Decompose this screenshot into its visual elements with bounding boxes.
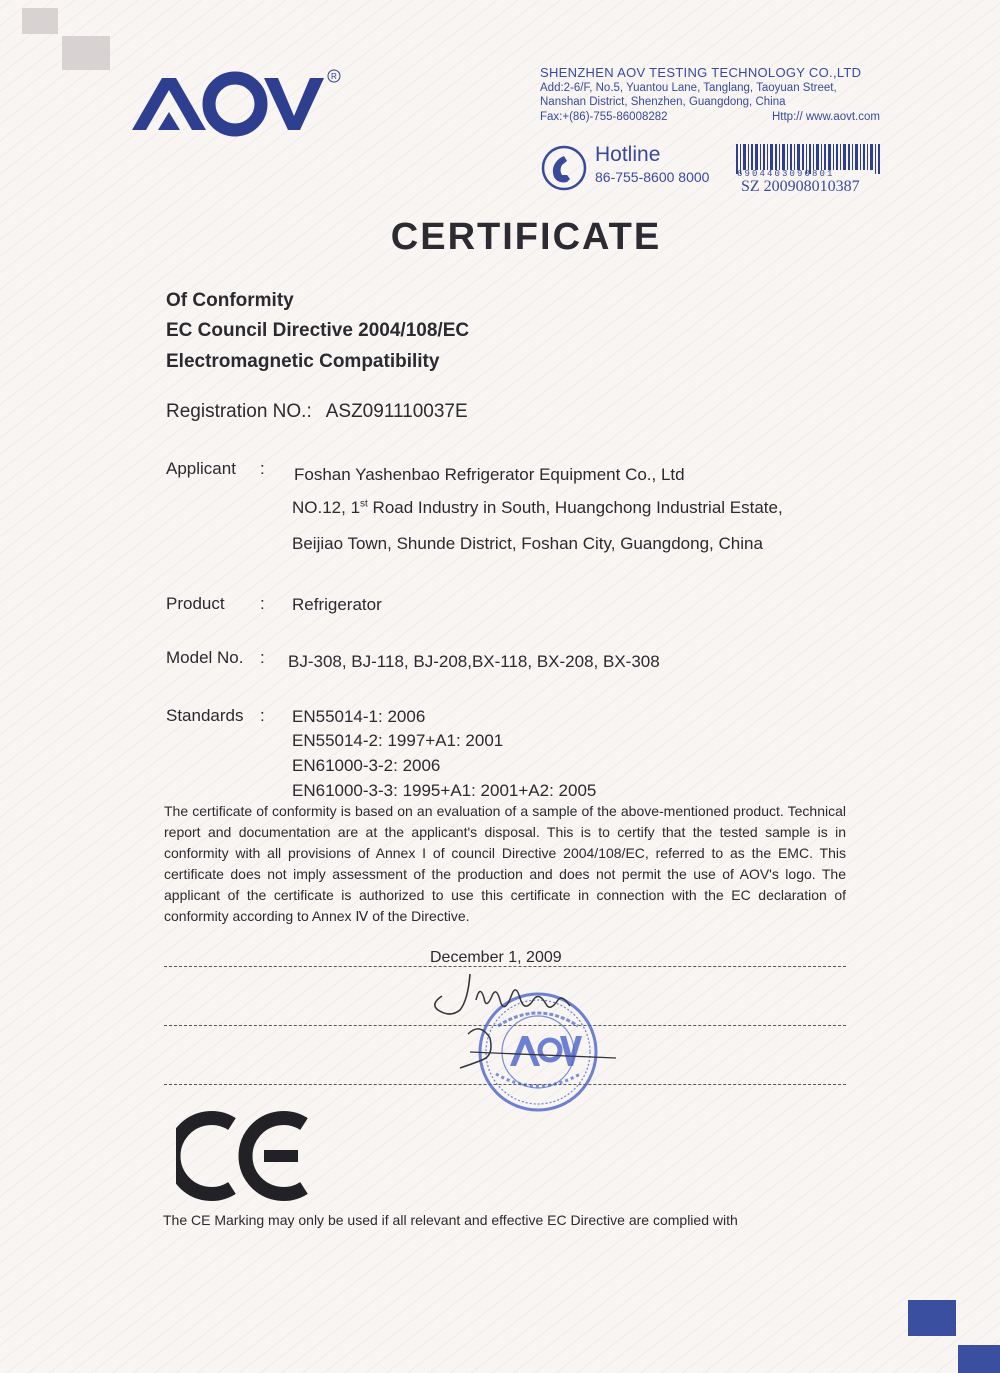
standard-item: EN61000-3-2: 2006: [292, 756, 441, 775]
standards-label: Standards: [166, 706, 244, 725]
hotline: [595, 143, 709, 185]
ce-marking-note: The CE Marking may only be used if all relevant and effective EC Directive are complied with: [163, 1212, 738, 1228]
applicant-label: Applicant: [166, 459, 236, 478]
applicant-name: Foshan Yashenbao Refrigerator Equipment Co., Ltd: [294, 465, 685, 484]
certificate-serial: SZ 200908010387: [741, 178, 860, 195]
ce-mark-icon: [176, 1108, 311, 1203]
standard-item: EN55014-2: 1997+A1: 2001: [292, 731, 504, 750]
company-contact-row: [540, 110, 880, 125]
company-website: Http:// www.aovt.com: [771, 110, 880, 123]
scan-corner-mark: [22, 8, 58, 34]
company-address-line1: Add:2-6/F, No.5, Yuantou Lane, Tanglang, Taoyuan Street,: [540, 81, 837, 94]
conformity-statement: The certificate of conformity is based on an evaluation of a sample of the above-mentioned product. Technical report and documentation are at the applicant's disposal. This is to certify that the tested sample is in conformity with all provisions of Annex I of council Directive 2004/108/EC, referred to as the EMC. This certificate does not imply assessment of the production and does not permit the use of AOV's logo. The applicant of the certificate is authorized to use this certificate in connection with the EC declaration of conformity according to Annex Ⅳ of the Directive.: [164, 803, 846, 924]
barcode-digits: 6904403090801: [737, 169, 835, 179]
scan-corner-mark: [908, 1300, 956, 1336]
company-fax: Fax:+(86)-755-86008282: [540, 110, 668, 123]
phone-icon: [540, 144, 588, 192]
address-ordinal-suffix: st: [360, 498, 368, 510]
model-colon: :: [260, 648, 265, 667]
issue-date: December 1, 2009: [430, 949, 562, 966]
aov-logo: [132, 68, 342, 138]
company-address-line2: Nanshan District, Shenzhen, Guangdong, China: [540, 96, 786, 108]
standard-item: EN55014-1: 2006: [292, 707, 426, 726]
applicant-address-line1: [292, 498, 783, 518]
registration-number: ASZ091110037E: [325, 401, 468, 422]
subtitle-conformity: Of Conformity: [166, 290, 294, 311]
registration-label: Registration NO.:: [166, 401, 312, 422]
company-info: [540, 66, 880, 124]
address-line1-start: NO.12, 1: [292, 498, 361, 517]
certificate-title: CERTIFICATE: [390, 216, 662, 258]
product-label: Product: [166, 594, 225, 613]
model-value: BJ-308, BJ-118, BJ-208,BX-118, BX-208, BX-308: [288, 652, 660, 671]
product-colon: :: [260, 594, 265, 613]
registration-row: [166, 401, 468, 423]
scan-corner-mark: [62, 36, 110, 70]
address-line1-end: Road Industry in South, Huangchong Industrial Estate,: [367, 498, 783, 517]
applicant-colon: :: [260, 459, 265, 478]
scan-corner-mark: [958, 1345, 1000, 1373]
signature: [420, 960, 630, 1085]
standards-colon: :: [260, 706, 265, 725]
model-label: Model No.: [166, 648, 244, 667]
applicant-address-line2: Beijiao Town, Shunde District, Foshan City, Guangdong, China: [292, 534, 763, 553]
svg-text:R: R: [331, 72, 337, 81]
product-value: Refrigerator: [292, 595, 382, 614]
hotline-label: Hotline: [595, 143, 661, 166]
standard-item: EN61000-3-3: 1995+A1: 2001+A2: 2005: [292, 781, 597, 800]
subtitle-emc: Electromagnetic Compatibility: [166, 351, 440, 372]
company-name: SHENZHEN AOV TESTING TECHNOLOGY CO.,LTD: [540, 65, 862, 80]
subtitle-directive: EC Council Directive 2004/108/EC: [166, 320, 470, 341]
hotline-number: 86-755-8600 8000: [595, 169, 710, 185]
